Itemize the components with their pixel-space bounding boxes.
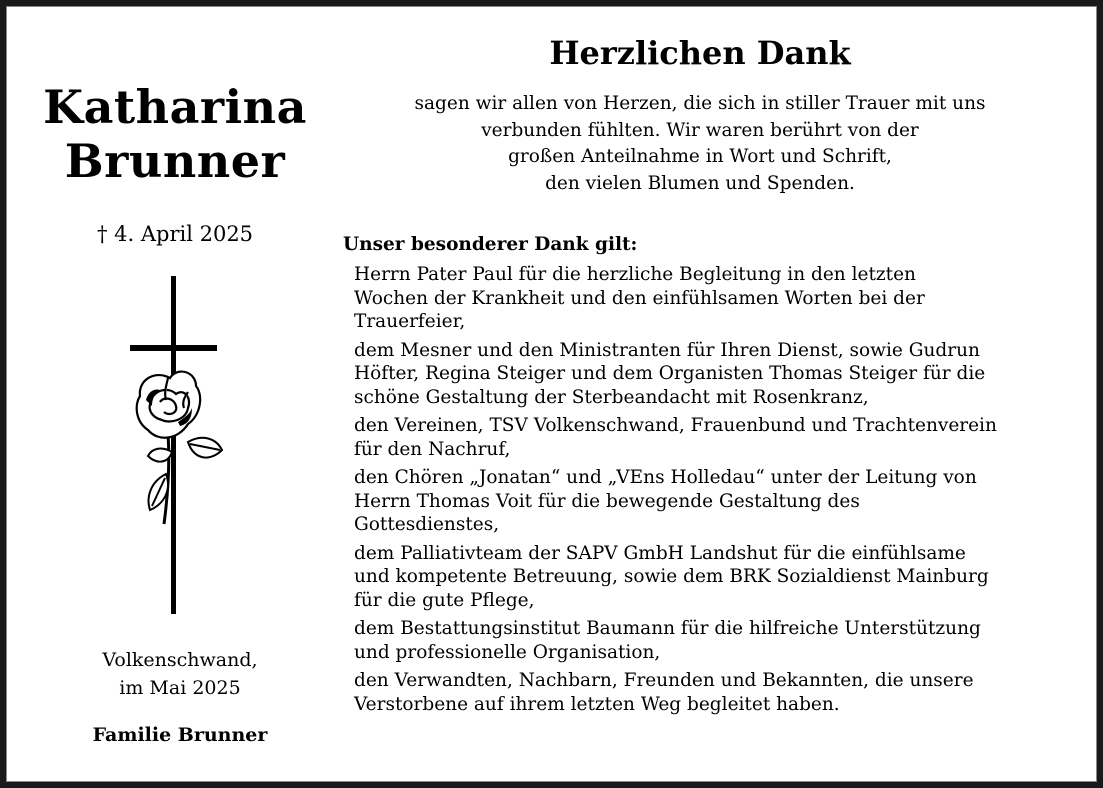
place-line: Volkenschwand, [102, 649, 258, 671]
cross-with-rose-icon [118, 274, 238, 624]
thanks-paragraph [354, 542, 1074, 613]
thanks-paragraph [354, 466, 1074, 537]
thanks-line: für den Nachruf, [354, 438, 511, 460]
signature: Familie Brunner [92, 724, 268, 746]
thanks-paragraph [354, 263, 1074, 334]
intro-text [360, 91, 1040, 197]
thanks-paragraph [354, 339, 1074, 410]
thanks-paragraph [354, 617, 1074, 664]
place-date [30, 646, 330, 702]
intro-line: großen Anteilnahme in Wort und Schrift, [508, 146, 892, 167]
deceased-name [30, 80, 320, 188]
thanks-line: Herrn Thomas Voit für die bewegende Gestaltung des [354, 490, 860, 512]
thanks-line: dem Palliativteam der SAPV GmbH Landshut für die einfühlsame [354, 542, 966, 564]
thanks-list [354, 263, 1074, 721]
thanks-line: Gottesdienstes, [354, 514, 500, 535]
first-name: Katharina [43, 80, 307, 134]
thanks-line: den Vereinen, TSV Volkenschwand, Frauenbund und Trachtenverein [354, 415, 997, 436]
date-line: im Mai 2025 [119, 677, 241, 699]
death-date: † 4. April 2025 [96, 222, 254, 246]
heading: Herzlichen Dank [549, 34, 851, 72]
thanks-line: dem Mesner und den Ministranten für Ihren Dienst, sowie Gudrun [354, 339, 980, 361]
thanks-line: den Verwandten, Nachbarn, Freunden und Bekannten, die unsere [354, 670, 974, 691]
thanks-line: Verstorbene auf ihrem letzten Weg begleitet haben. [354, 693, 840, 715]
intro-line: sagen wir allen von Herzen, die sich in stiller Trauer mit uns [414, 93, 986, 114]
intro-line: den vielen Blumen und Spenden. [545, 172, 855, 194]
intro-line: verbunden fühlten. Wir waren berührt von der [481, 119, 919, 141]
thanks-line: und professionelle Organisation, [354, 641, 661, 663]
thanks-line: und kompetente Betreuung, sowie dem BRK Sozialdienst Mainburg [354, 566, 989, 587]
special-thanks-label: Unser besonderer Dank gilt: [343, 234, 638, 255]
last-name: Brunner [64, 134, 286, 188]
thanks-line: Trauerfeier, [354, 311, 466, 332]
thanks-line: für die gute Pflege, [354, 589, 535, 611]
thanks-line: den Chören „Jonatan“ und „VEns Holledau“ unter der Leitung von [354, 467, 977, 488]
thanks-line: schöne Gestaltung der Sterbeandacht mit Rosenkranz, [354, 386, 869, 408]
thanks-paragraph [354, 414, 1074, 461]
thanks-line: Höfter, Regina Steiger und dem Organisten Thomas Steiger für die [354, 363, 986, 384]
thanks-line: Wochen der Krankheit und den einfühlsamen Worten bei der [354, 287, 925, 309]
thanks-line: Herrn Pater Paul für die herzliche Begleitung in den letzten [354, 264, 916, 285]
thanks-paragraph [354, 669, 1074, 716]
thanks-line: dem Bestattungsinstitut Baumann für die hilfreiche Unterstützung [354, 618, 981, 639]
